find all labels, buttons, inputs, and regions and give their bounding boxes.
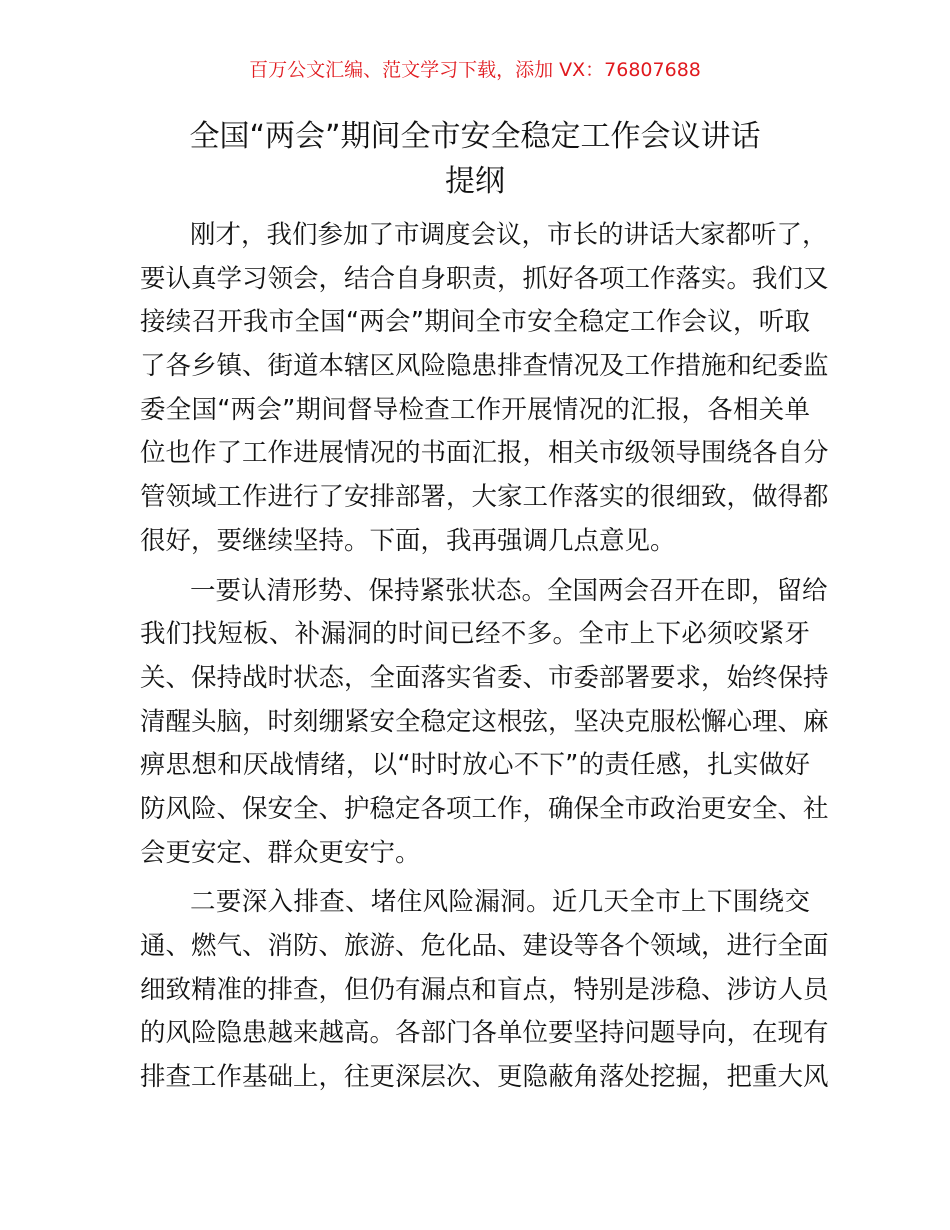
paragraph-line: 我们找短板、补漏洞的时间已经不多。全市上下必须咬紧牙 [140, 619, 810, 650]
paragraph-line: 防风险、保安全、护稳定各项工作，确保全市政治更安全、社 [140, 793, 829, 824]
paragraph-line: 细致精准的排查，但仍有漏点和盲点，特别是涉稳、涉访人员 [140, 974, 829, 1005]
paragraph-line: 管领域工作进行了安排部署，大家工作落实的很细致，做得都 [140, 482, 829, 513]
paragraph [140, 570, 829, 876]
title-line: 提纲 [445, 164, 505, 199]
paragraph-line: 刚才，我们参加了市调度会议，市长的讲话大家都听了， [190, 220, 828, 250]
paragraph-line: 清醒头脑，时刻绷紧安全稳定这根弦，坚决克服松懈心理、麻 [140, 706, 829, 737]
paragraph-line: 了各乡镇、街道本辖区风险隐患排查情况及工作措施和纪委监 [140, 351, 829, 382]
paragraph-line: 痹思想和厌战情绪，以“时时放心不下”的责任感，扎实做好 [140, 750, 810, 781]
paragraph-line: 二要深入排查、堵住风险漏洞。近几天全市上下围绕交 [190, 887, 810, 918]
document-body [140, 214, 829, 1106]
paragraph-line: 一要认清形势、保持紧张状态。全国两会召开在即，留给 [190, 575, 828, 606]
paragraph-line: 接续召开我市全国“两会”期间全市安全稳定工作会议，听取 [140, 307, 810, 338]
paragraph-line: 关、保持战时状态，全面落实省委、市委部署要求，始终保持 [140, 662, 829, 693]
paragraph-line: 要认真学习领会，结合自身职责，抓好各项工作落实。我们又 [140, 263, 829, 294]
paragraph-line: 位也作了工作进展情况的书面汇报，相关市级领导围绕各自分 [140, 438, 829, 469]
download-banner: 百万公文汇编、范文学习下载，添加 VX：76807688 [249, 59, 701, 81]
paragraph-line: 排查工作基础上，往更深层次、更隐蔽角落处挖掘，把重大风 [140, 1062, 829, 1093]
paragraph-line: 通、燃气、消防、旅游、危化品、建设等各个领域，进行全面 [140, 931, 829, 961]
title-line: 全国“两会”期间全市安全稳定工作会议讲话 [189, 119, 761, 154]
paragraph-line: 很好，要继续坚持。下面，我再强调几点意见。 [140, 525, 676, 556]
paragraph-line: 会更安定、群众更安宁。 [140, 837, 421, 868]
paragraph-line: 委全国“两会”期间督导检查工作开展情况的汇报，各相关单 [140, 394, 810, 425]
document-title [0, 114, 950, 204]
paragraph-line: 的风险隐患越来越高。各部门各单位要坚持问题导向，在现有 [140, 1018, 829, 1049]
paragraph [140, 214, 829, 564]
paragraph [140, 881, 829, 1099]
